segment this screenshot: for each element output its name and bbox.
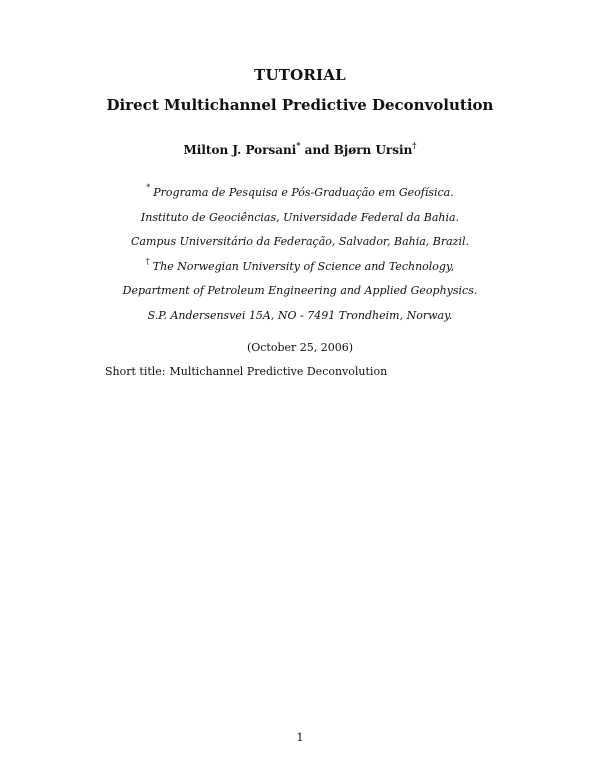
affiliation-text-6: S.P. Andersensvei 15A, NO - 7491 Trondheim, Norway. xyxy=(147,308,453,322)
affiliation-line-6 xyxy=(0,304,600,329)
affiliation-line-5 xyxy=(0,279,600,304)
affiliation-text-3: Campus Universitário da Federação, Salvador, Bahia, Brazil. xyxy=(130,235,470,248)
paper-title: Direct Multichannel Predictive Deconvolution xyxy=(106,96,494,114)
document-heading: TUTORIAL xyxy=(254,66,346,84)
author-line xyxy=(0,140,600,157)
affiliation-line-4 xyxy=(0,255,600,280)
document-date: (October 25, 2006) xyxy=(246,341,354,354)
page-number: 1 xyxy=(296,731,304,744)
affiliations xyxy=(0,181,600,328)
author-name-1: Milton J. Porsani xyxy=(183,143,297,157)
author-mark-2: † xyxy=(412,140,417,150)
short-title-label: Short title: xyxy=(105,365,166,378)
affiliation-text-4: The Norwegian University of Science and Technology, xyxy=(152,259,455,273)
affiliation-text-1: Programa de Pesquisa e Pós-Graduação em Geofísica. xyxy=(153,186,454,199)
author-connector: and xyxy=(300,143,334,157)
short-title-line xyxy=(105,365,387,378)
author-mark-1: * xyxy=(296,140,301,150)
affiliation-line-3 xyxy=(0,230,600,255)
short-title-value: Multichannel Predictive Deconvolution xyxy=(169,365,388,378)
affiliation-mark-4: † xyxy=(145,256,150,266)
affiliation-text-5: Department of Petroleum Engineering and Applied Geophysics. xyxy=(122,284,478,297)
affiliation-line-1 xyxy=(0,181,600,206)
affiliation-text-2: Instituto de Geociências, Universidade Federal da Bahia. xyxy=(140,210,460,224)
affiliation-line-2 xyxy=(0,206,600,231)
affiliation-mark-1: * xyxy=(146,183,151,193)
author-name-2: Bjørn Ursin xyxy=(333,143,413,157)
